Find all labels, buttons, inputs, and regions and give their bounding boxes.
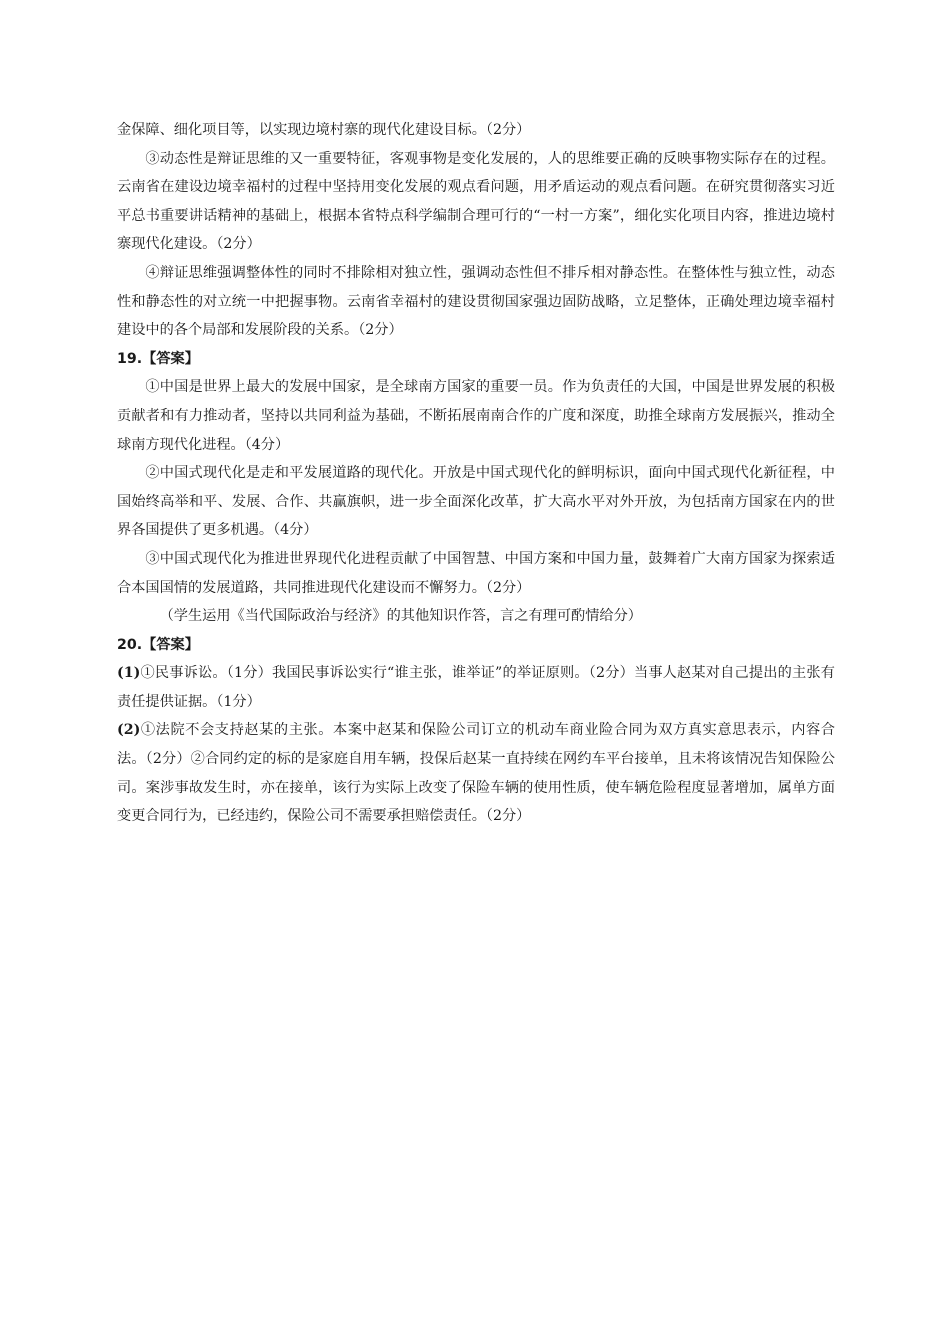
q20-part-2-text: ①法院不会支持赵某的主张。本案中赵某和保险公司订立的机动车商业险合同为双方真实意思表示，内容合法。（2分）②合同约定的标的是家庭自用车辆，投保后赵某一直持续在网约车平台接单，且未将该情况告知保险公司。案涉事故发生时，亦在接单，该行为实际上改变了保险车辆的使用性质，使车辆危险程度显著增加，属单方面变更合同行为，已经违约，保险公司不需要承担赔偿责任。（2分） <box>117 722 835 825</box>
q19-paragraph-1: ①中国是世界上最大的发展中国家，是全球南方国家的重要一员。作为负责任的大国，中国是世界发展的积极贡献者和有力推动者，坚持以共同利益为基础，不断拓展南南合作的广度和深度，助推全球南方发展振兴，推动全球南方现代化进程。（4分） <box>117 379 835 453</box>
q19-paragraph-2: ②中国式现代化是走和平发展道路的现代化。开放是中国式现代化的鲜明标识，面向中国式现代化新征程，中国始终高举和平、发展、合作、共赢旗帜，进一步全面深化改革，扩大高水平对外开放，为包括南方国家在内的世界各国提供了更多机遇。（4分） <box>117 465 835 539</box>
q20-part-2 <box>117 716 835 830</box>
q18-paragraph-4: ④辩证思维强调整体性的同时不排除相对独立性，强调动态性但不排斥相对静态性。在整体性与独立性，动态性和静态性的对立统一中把握事物。云南省幸福村的建设贯彻国家强边固防战略，立足整体，正确处理边境幸福村建设中的各个局部和发展阶段的关系。（2分） <box>117 264 835 339</box>
q18-paragraph-3: ③动态性是辩证思维的又一重要特征，客观事物是变化发展的，人的思维要正确的反映事物实际存在的过程。云南省在建设边境幸福村的过程中坚持用变化发展的观点看问题，用矛盾运动的观点看问题。在研究贯彻落实习近平总书重要讲话精神的基础上，根据本省特点科学编制合理可行的“一村一方案”，细化实化项目内容，推进边境村寨现代化建设。（2分） <box>117 150 835 253</box>
q19-paragraph-3: ③中国式现代化为推进世界现代化进程贡献了中国智慧、中国方案和中国力量，鼓舞着广大南方国家为探索适合本国国情的发展道路，共同推进现代化建设而不懈努力。（2分） <box>117 550 835 596</box>
q20-part-1 <box>117 659 835 716</box>
q18-paragraph-2-tail: 金保障、细化项目等，以实现边境村寨的现代化建设目标。（2分） <box>117 122 531 138</box>
q20-heading: 20.【答案】 <box>117 636 199 653</box>
document-page <box>117 116 835 831</box>
q19-grading-note: （学生运用《当代国际政治与经济》的其他知识作答，言之有理可酌情给分） <box>159 608 642 625</box>
q20-part-1-text: ①民事诉讼。（1分）我国民事诉讼实行“谁主张，谁举证”的举证原则。（2分）当事人赵某对自己提出的主张有责任提供证据。（1分） <box>117 665 835 710</box>
q20-part-1-label: (1) <box>117 665 141 682</box>
q19-heading: 19.【答案】 <box>117 350 199 367</box>
q20-part-2-label: (2) <box>117 722 141 739</box>
